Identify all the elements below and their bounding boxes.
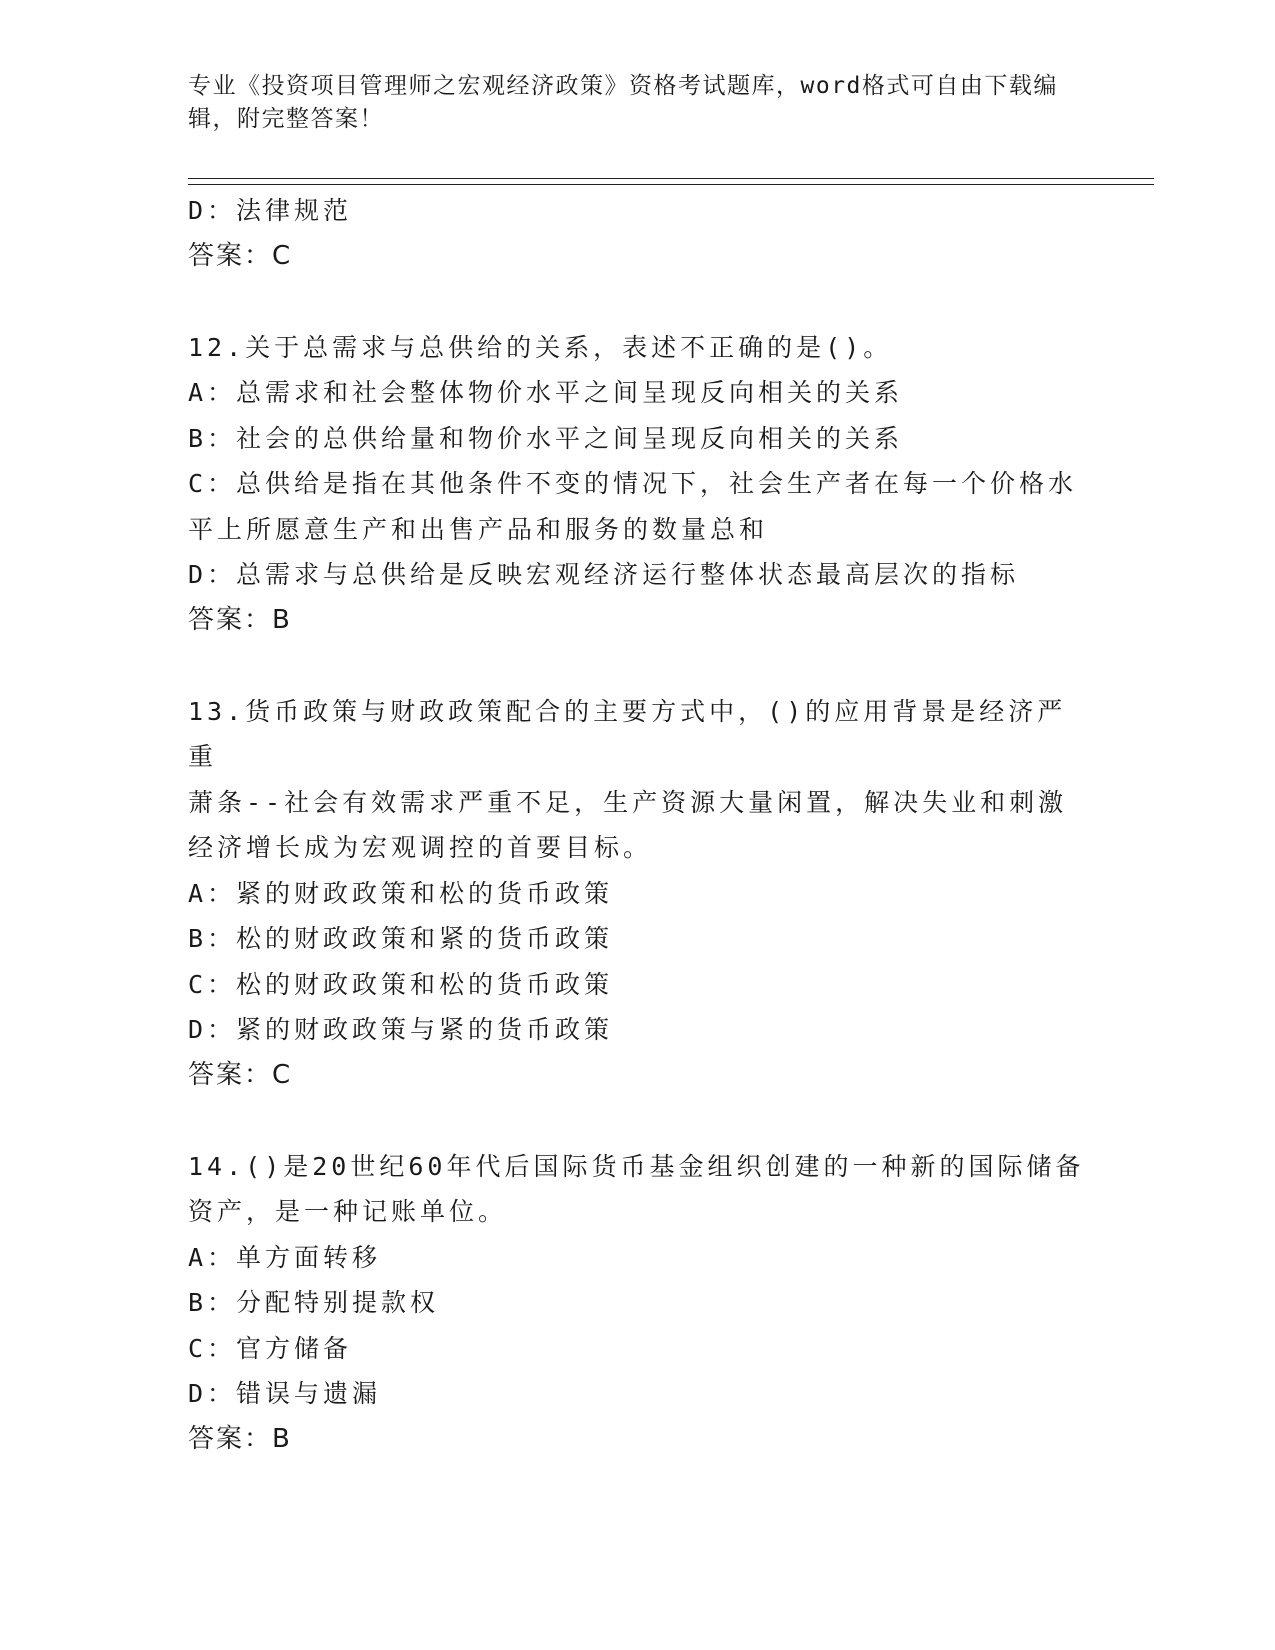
header-rule-top: [188, 178, 1154, 179]
page-header: [188, 70, 1088, 136]
spacer: [188, 279, 1088, 325]
question-11-tail: [188, 188, 1088, 279]
q12-option-c-line-1: C：总供给是指在其他条件不变的情况下，社会生产者在每一个价格水: [188, 469, 1078, 498]
q12-option-d: D：总需求与总供给是反映宏观经济运行整体状态最高层次的指标: [188, 560, 1020, 589]
q13-answer: 答案：C: [188, 1059, 293, 1090]
question-content: [188, 188, 1088, 1462]
q13-option-b: B：松的财政政策和紧的货币政策: [188, 924, 614, 953]
header-rule-bottom: [188, 184, 1154, 185]
q14-stem-line-2: 资产，是一种记账单位。: [188, 1197, 508, 1226]
q13-stem-line-2: 萧条--社会有效需求严重不足，生产资源大量闲置，解决失业和刺激: [188, 787, 1068, 817]
q13-option-d: D：紧的财政政策与紧的货币政策: [188, 1015, 614, 1044]
q14-stem-line-1: 14.()是20世纪60年代后国际货币基金组织创建的一种新的国际储备: [188, 1151, 1085, 1181]
header-line-1: 专业《投资项目管理师之宏观经济政策》资格考试题库，word格式可自由下载编: [188, 73, 1058, 99]
question-12: [188, 325, 1088, 644]
q14-answer: 答案：B: [188, 1423, 292, 1454]
q12-option-a: A：总需求和社会整体物价水平之间呈现反向相关的关系: [188, 378, 904, 407]
q14-option-d: D：错误与遗漏: [188, 1379, 382, 1408]
q12-answer: 答案：B: [188, 604, 292, 635]
spacer: [188, 1098, 1088, 1144]
q13-option-c: C：松的财政政策和松的货币政策: [188, 969, 614, 999]
q11-option-d: D：法律规范: [188, 196, 353, 225]
header-line-2: 辑，附完整答案！: [188, 106, 384, 132]
question-13: [188, 689, 1088, 1099]
q14-option-c: C：官方储备: [188, 1333, 353, 1363]
q13-stem-line-1: 13.货币政策与财政政策配合的主要方式中，()的应用背景是经济严重: [188, 696, 1067, 771]
question-14: [188, 1144, 1088, 1463]
q12-option-c-line-2: 平上所愿意生产和出售产品和服务的数量总和: [188, 514, 769, 544]
q11-answer: 答案：C: [188, 240, 293, 271]
spacer: [188, 643, 1088, 689]
q13-option-a: A：紧的财政政策和松的货币政策: [188, 878, 614, 908]
q14-option-b: B：分配特别提款权: [188, 1288, 440, 1317]
q13-stem-line-3: 经济增长成为宏观调控的首要目标。: [188, 833, 653, 862]
q12-stem: 12.关于总需求与总供给的关系，表述不正确的是()。: [188, 332, 893, 362]
q14-option-a: A：单方面转移: [188, 1242, 382, 1272]
q12-option-b: B：社会的总供给量和物价水平之间呈现反向相关的关系: [188, 423, 904, 453]
